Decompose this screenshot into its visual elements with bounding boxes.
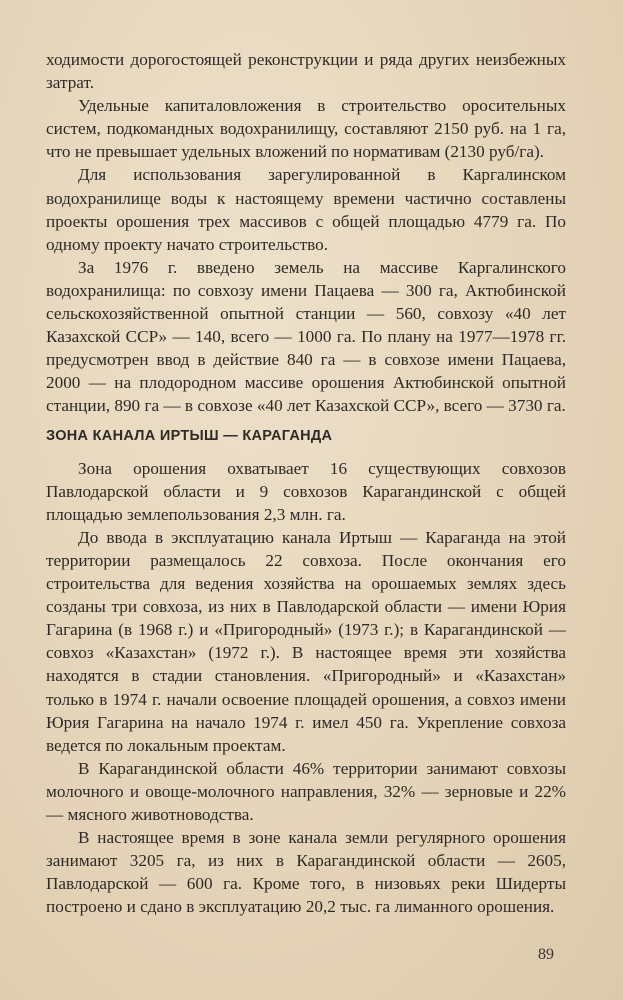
paragraph-karaganda-territory: В Карагандинской области 46% территории занимают совхозы молочного и овоще-молочного направления, 32% — зерновые и 22% — мясного животноводства. — [46, 758, 566, 824]
paragraph-land-commissioning: За 1976 г. введено земель на массиве Каргалинского водохранилища: по совхозу имени Пацаева — 300 га, Актюбинской сельскохозяйственной опытной станции — 560, совхозу «40 лет Казахской ССР» — 140, всего — 1000 га. По плану на 1977—1978 гг. предусмотрен ввод в действие 840 га — в совхозе имени Пацаева, 2000 — на плодородном массиве орошения Актюбинской опытной станции, 890 га — в совхозе «40 лет Казахской ССР», всего — 3730 га. — [46, 257, 566, 416]
page-number: 89 — [538, 946, 554, 963]
section-heading: ЗОНА КАНАЛА ИРТЫШ — КАРАГАНДА — [46, 427, 333, 444]
paragraph-canal-sovkhozes: До ввода в эксплуатацию канала Иртыш — Караганда на этой территории размещалось 22 совхоза. После окончания его строительства для ведения хозяйства на орошаемых землях здесь созданы три совхоза, из них в Павлодарской области — имени Юрия Гагарина (в 1968 г.) и «Пригородный» (1973 г.); в Карагандинской — совхоз «Казахстан» (1972 г.). В настоящее время эти хозяйства находятся в стадии становления. «Пригородный» и «Казахстан» только в 1974 г. начали освоение площадей орошения, а совхоз имени Юрия Гагарина на начало 1974 г. имел 450 га. Укрепление совхоза ведется по локальным проектам. — [46, 527, 566, 755]
paragraph-irrigation-zone: Зона орошения охватывает 16 существующих совхозов Павлодарской области и 9 совхозов Карагандинской с общей площадью землепользования 2,3 млн. га. — [46, 458, 566, 524]
paragraph-continuation: ходимости дорогостоящей реконструкции и ряда других неизбежных затрат. — [46, 50, 566, 93]
paragraph-capital-investment: Удельные капиталовложения в строительство оросительных систем, подкомандных водохранилищу, составляют 2150 руб. на 1 га, что не превышает удельных вложений по нормативам (2130 руб/га). — [46, 96, 566, 162]
body-text — [46, 48, 566, 918]
paragraph-regular-irrigation: В настоящее время в зоне канала земли регулярного орошения занимают 3205 га, из них в Карагандинской области — 2605, Павлодарской — 600 га. Кроме того, в низовьях реки Шидерты построено и сдано в эксплуатацию 20,2 тыс. га лиманного орошения. — [46, 828, 566, 917]
paragraph-irrigation-projects: Для использования зарегулированной в Каргалинском водохранилище воды к настоящему времени частично составлены проекты орошения трех массивов с общей площадью 4779 га. По одному проекту начато строительство. — [46, 165, 566, 254]
